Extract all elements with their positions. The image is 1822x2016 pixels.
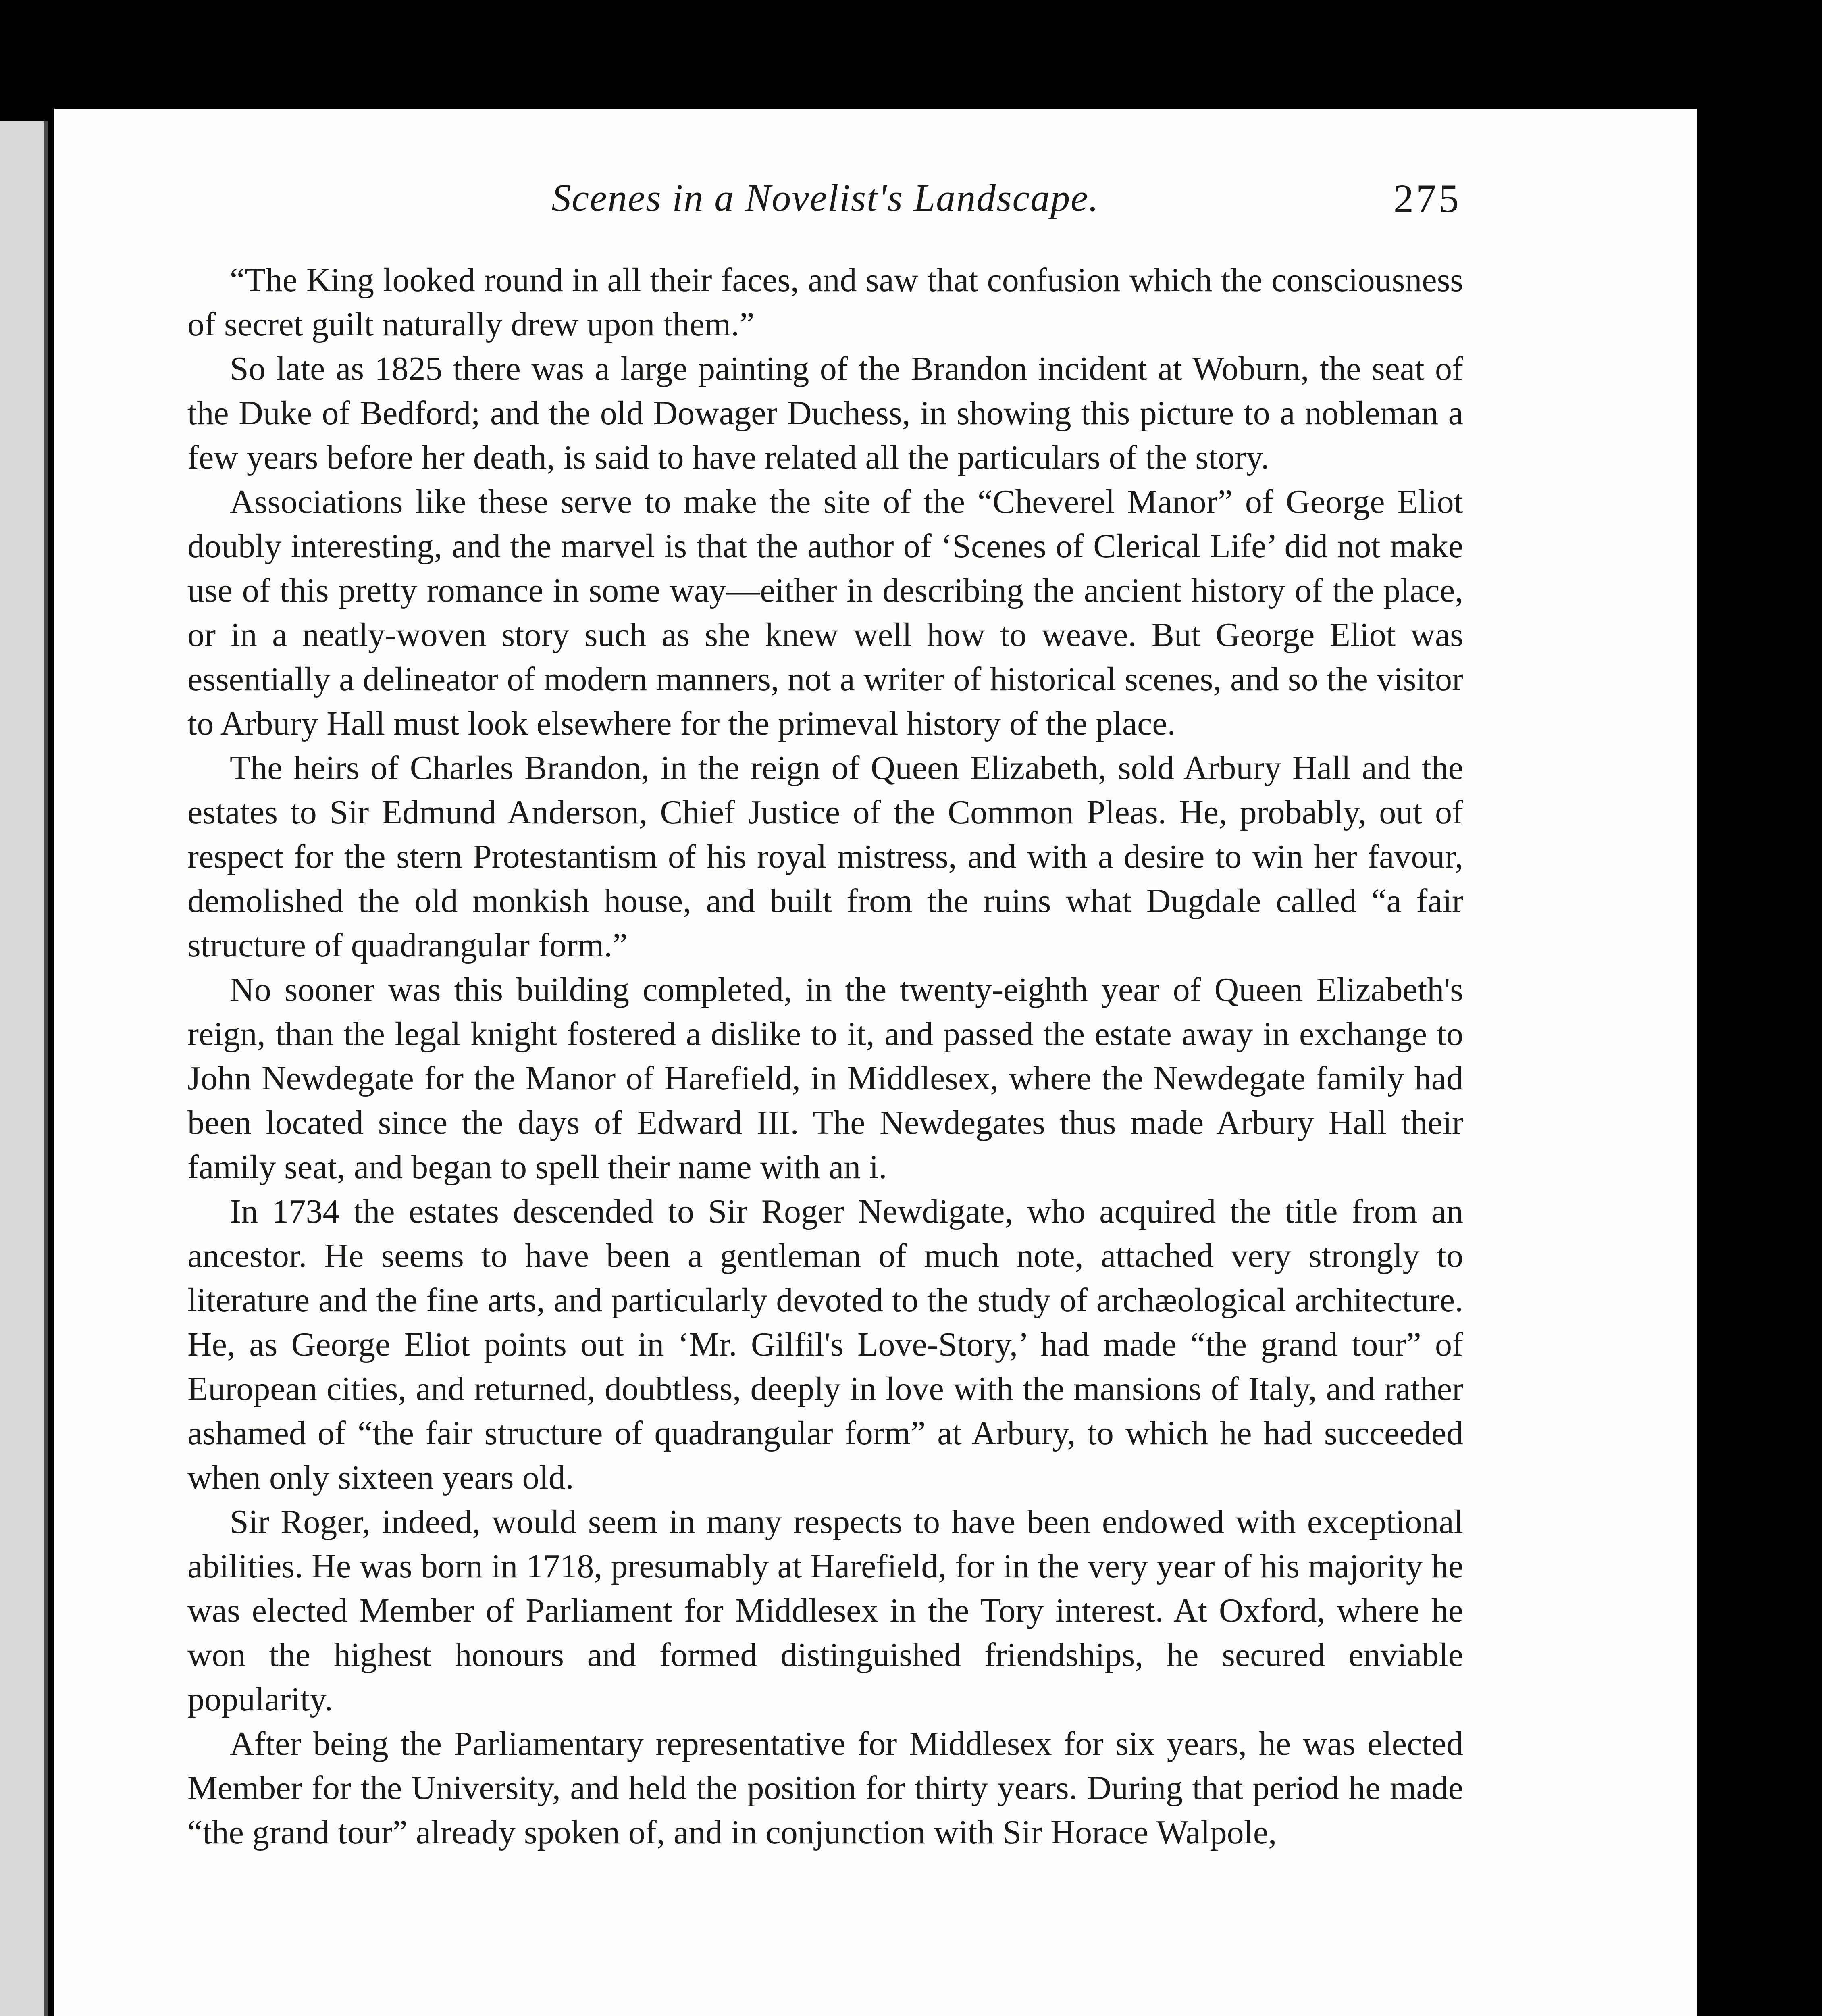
body-text	[187, 258, 1463, 1855]
facing-page-edge	[0, 121, 48, 2016]
paragraph: So late as 1825 there was a large painting of the Brandon incident at Woburn, the seat of the Duke of Bedford; and the old Dowager Duchess, in showing this picture to a nobleman a few years before her death, is said to have related all the particulars of the story.	[187, 350, 1463, 476]
paragraph: “The King looked round in all their faces, and saw that confusion which the consciousness of secret guilt naturally drew upon them.”	[187, 261, 1463, 343]
paragraph: In 1734 the estates descended to Sir Roger Newdigate, who acquired the title from an ancestor. He seems to have been a gentleman of much note, attached very strongly to literature and the fine arts, and particularly devoted to the study of archæological architecture. He, as George Eliot points out in ‘Mr. Gilfil's Love-Story,’ had made “the grand tour” of European cities, and returned, doubtless, deeply in love with the mansions of Italy, and rather ashamed of “the fair structure of quadrangular form” at Arbury, to which he had succeeded when only sixteen years old.	[187, 1193, 1463, 1496]
running-title: Scenes in a Novelist's Landscape.	[551, 176, 1099, 219]
paragraph: Associations like these serve to make the site of the “Cheverel Manor” of George Eliot doubly interesting, and the marvel is that the author of ‘Scenes of Clerical Life’ did not make use of this pretty romance in some way—either in describing the ancient history of the place, or in a neatly-woven story such as she knew well how to weave. But George Eliot was essentially a delineator of modern manners, not a writer of historical scenes, and so the visitor to Arbury Hall must look elsewhere for the primeval history of the place.	[187, 483, 1463, 742]
page-header	[189, 175, 1461, 236]
paragraph: After being the Parliamentary representative for Middlesex for six years, he was elected Member for the University, and held the position for thirty years. During that period he made “the grand tour” already spoken of, and in conjunction with Sir Horace Walpole,	[187, 1725, 1463, 1851]
page-number: 275	[1394, 176, 1461, 221]
paragraph: No sooner was this building completed, in the twenty-eighth year of Queen Elizabeth's reign, than the legal knight fostered a dislike to it, and passed the estate away in exchange to John Newdegate for the Manor of Harefield, in Middlesex, where the Newdegate family had been located since the days of Edward III. The Newdegates thus made Arbury Hall their family seat, and began to spell their name with an i.	[187, 971, 1463, 1186]
paragraph: The heirs of Charles Brandon, in the reign of Queen Elizabeth, sold Arbury Hall and the estates to Sir Edmund Anderson, Chief Justice of the Common Pleas. He, probably, out of respect for the stern Protestantism of his royal mistress, and with a desire to win her favour, demolished the old monkish house, and built from the ruins what Dugdale called “a fair structure of quadrangular form.”	[187, 749, 1463, 964]
paragraph: Sir Roger, indeed, would seem in many respects to have been endowed with exceptional abilities. He was born in 1718, presumably at Harefield, for in the very year of his majority he was elected Member of Parliament for Middlesex in the Tory interest. At Oxford, where he won the highest honours and formed distinguished friendships, he secured enviable popularity.	[187, 1503, 1463, 1718]
